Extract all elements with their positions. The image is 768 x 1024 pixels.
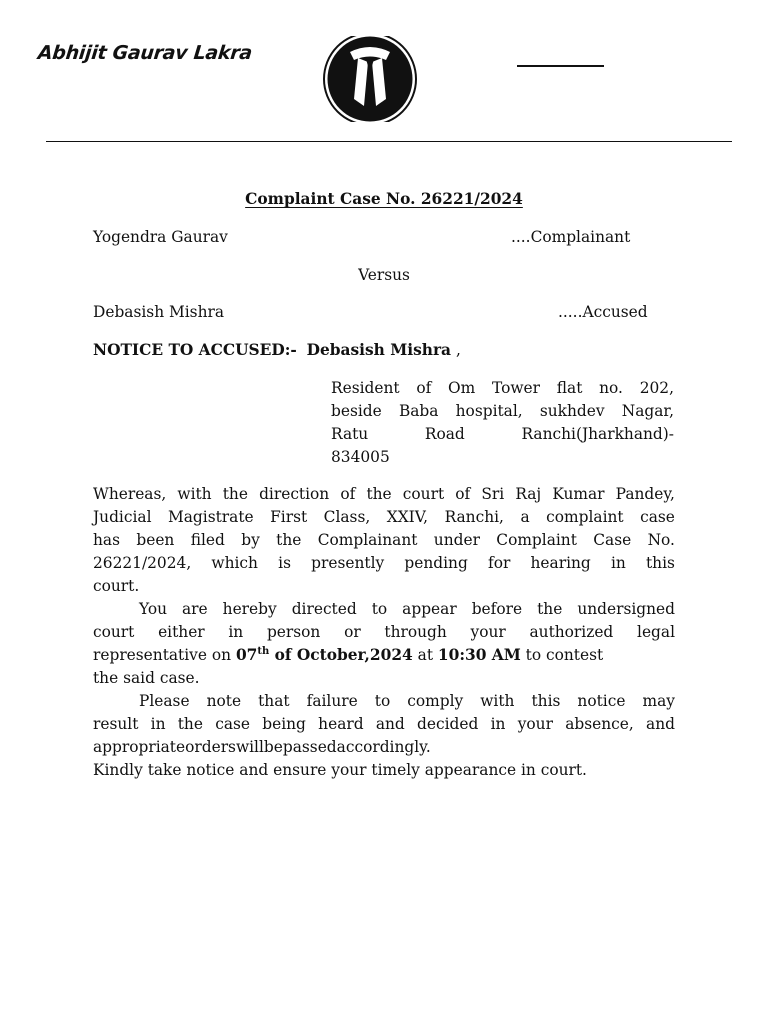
- text-line: [93, 529, 675, 552]
- address-line: [331, 400, 674, 423]
- accused-name: Debasish Mishra: [93, 303, 225, 321]
- advocate-name: Abhijit Gaurav Lakra: [36, 42, 254, 64]
- word: 834005: [331, 448, 390, 466]
- text-line: [93, 736, 675, 759]
- advocate-band-emblem-icon: [322, 36, 418, 122]
- word: or: [344, 623, 361, 641]
- address-line: [331, 377, 674, 400]
- text-line: [93, 690, 675, 713]
- paragraph-failure-warning: [93, 690, 675, 759]
- word: hereby: [222, 600, 277, 618]
- word: legal: [637, 623, 675, 641]
- word: undersigned: [577, 600, 675, 618]
- word: the: [276, 531, 302, 549]
- word: Whereas,: [93, 485, 167, 503]
- hearing-time: 10:30 AM: [437, 646, 521, 664]
- text-line: the said case.: [93, 669, 200, 687]
- text-line: [93, 644, 675, 667]
- word: court.: [93, 577, 140, 595]
- word: directed: [291, 600, 357, 618]
- word: been: [136, 531, 175, 549]
- word: before: [471, 600, 523, 618]
- word: in: [490, 715, 506, 733]
- case-title: Complaint Case No. 26221/2024: [245, 190, 523, 208]
- word: filed: [190, 531, 225, 549]
- word: are: [182, 600, 208, 618]
- word: the: [537, 600, 563, 618]
- word: with: [480, 692, 515, 710]
- word: Judicial: [93, 508, 152, 526]
- word: appear: [402, 600, 457, 618]
- text-line: [93, 506, 675, 529]
- word: Resident: [331, 379, 400, 397]
- text-line: [93, 621, 675, 644]
- word: authorized: [529, 623, 614, 641]
- accused-address: [331, 377, 674, 469]
- word: no.: [599, 379, 623, 397]
- word: Case: [593, 531, 632, 549]
- word: of: [340, 485, 356, 503]
- word: Complaint: [496, 531, 577, 549]
- word: passed: [282, 738, 337, 756]
- paragraph-court-direction: [93, 483, 675, 598]
- word: heard: [318, 715, 364, 733]
- word: your: [470, 623, 506, 641]
- word: Magistrate: [168, 508, 254, 526]
- word: presently: [311, 554, 385, 572]
- word: the: [366, 485, 392, 503]
- notice-heading: [93, 341, 461, 359]
- notice-body: [93, 483, 675, 782]
- word: accordingly.: [336, 738, 431, 756]
- notice-label: NOTICE TO ACCUSED:-: [93, 341, 297, 359]
- word: in: [228, 623, 244, 641]
- word: case: [215, 715, 251, 733]
- word: decided: [417, 715, 479, 733]
- word: which: [211, 554, 258, 572]
- word: flat: [556, 379, 583, 397]
- word: for: [488, 554, 511, 572]
- text-segment: to contest: [520, 646, 604, 664]
- word: 202,: [639, 379, 674, 397]
- signature-line: [517, 65, 604, 67]
- word: in: [150, 715, 166, 733]
- text-line: [93, 483, 675, 506]
- versus-label: Versus: [358, 266, 410, 284]
- text-segment: at: [412, 646, 438, 664]
- word: has: [93, 531, 120, 549]
- word: Ratu: [331, 425, 369, 443]
- word: by: [241, 531, 260, 549]
- text-line: [93, 552, 675, 575]
- text-line: [93, 598, 675, 621]
- word: beside: [331, 402, 382, 420]
- word: Road: [424, 425, 465, 443]
- word: absence,: [565, 715, 634, 733]
- word: Raj: [515, 485, 542, 503]
- notice-suffix: ,: [455, 341, 461, 359]
- word: will: [235, 738, 264, 756]
- word: may: [642, 692, 675, 710]
- word: note: [206, 692, 242, 710]
- closing-line: Kindly take notice and ensure your timely appearance in court.: [93, 761, 587, 779]
- word: to: [371, 600, 388, 618]
- word: First: [270, 508, 308, 526]
- word: the: [177, 715, 203, 733]
- word: Pandey,: [615, 485, 675, 503]
- word: under: [433, 531, 480, 549]
- word: a: [520, 508, 530, 526]
- word: orders: [185, 738, 236, 756]
- word: You: [139, 600, 167, 618]
- word: in: [610, 554, 626, 572]
- word: person: [266, 623, 321, 641]
- word: court: [402, 485, 445, 503]
- word: hospital,: [455, 402, 523, 420]
- text-line: [93, 575, 675, 598]
- word: comply: [407, 692, 464, 710]
- word: either: [158, 623, 205, 641]
- word: Please: [139, 692, 190, 710]
- word: Om: [448, 379, 476, 397]
- word: your: [517, 715, 553, 733]
- header-divider: [46, 141, 732, 142]
- word: this: [531, 692, 561, 710]
- word: to: [374, 692, 391, 710]
- word: Ranchi,: [444, 508, 504, 526]
- hearing-date-suffix: th: [257, 645, 270, 657]
- address-line: [331, 446, 674, 469]
- hearing-date-month-year: of October,2024: [269, 646, 413, 664]
- word: direction: [259, 485, 330, 503]
- notice-accused-name: Debasish Mishra: [306, 341, 452, 359]
- word: that: [258, 692, 290, 710]
- word: failure: [306, 692, 358, 710]
- accused-role: .....Accused: [558, 303, 648, 321]
- word: pending: [404, 554, 468, 572]
- word: and: [646, 715, 675, 733]
- word: hearing: [530, 554, 591, 572]
- word: result: [93, 715, 139, 733]
- word: be: [263, 738, 283, 756]
- word: Baba: [398, 402, 439, 420]
- word: being: [262, 715, 306, 733]
- hearing-date-day: 07: [235, 646, 258, 664]
- word: and: [375, 715, 405, 733]
- word: this: [645, 554, 675, 572]
- text-line: [93, 713, 675, 736]
- word: sukhdev: [539, 402, 605, 420]
- address-line: [331, 423, 674, 446]
- word: complaint: [546, 508, 624, 526]
- word: the: [222, 485, 248, 503]
- word: through: [384, 623, 447, 641]
- word: appropriate: [93, 738, 186, 756]
- complainant-name: Yogendra Gaurav: [93, 228, 228, 246]
- word: XXIV,: [386, 508, 429, 526]
- word: No.: [647, 531, 675, 549]
- word: Tower: [492, 379, 540, 397]
- complainant-role: ....Complainant: [511, 228, 631, 246]
- word: with: [177, 485, 212, 503]
- word: Kumar: [552, 485, 605, 503]
- word: Nagar,: [621, 402, 674, 420]
- word: notice: [577, 692, 626, 710]
- word: of: [416, 379, 432, 397]
- word: Complainant: [317, 531, 418, 549]
- word: court: [93, 623, 135, 641]
- word: case: [640, 508, 675, 526]
- text-segment: representative on: [93, 646, 236, 664]
- word: Ranchi(Jharkhand)-: [521, 425, 674, 443]
- word: Sri: [481, 485, 505, 503]
- hearing-date: [236, 646, 413, 664]
- word: Class,: [323, 508, 371, 526]
- paragraph-appearance: [93, 598, 675, 690]
- word: of: [455, 485, 471, 503]
- word: is: [278, 554, 291, 572]
- word: 26221/2024,: [93, 554, 192, 572]
